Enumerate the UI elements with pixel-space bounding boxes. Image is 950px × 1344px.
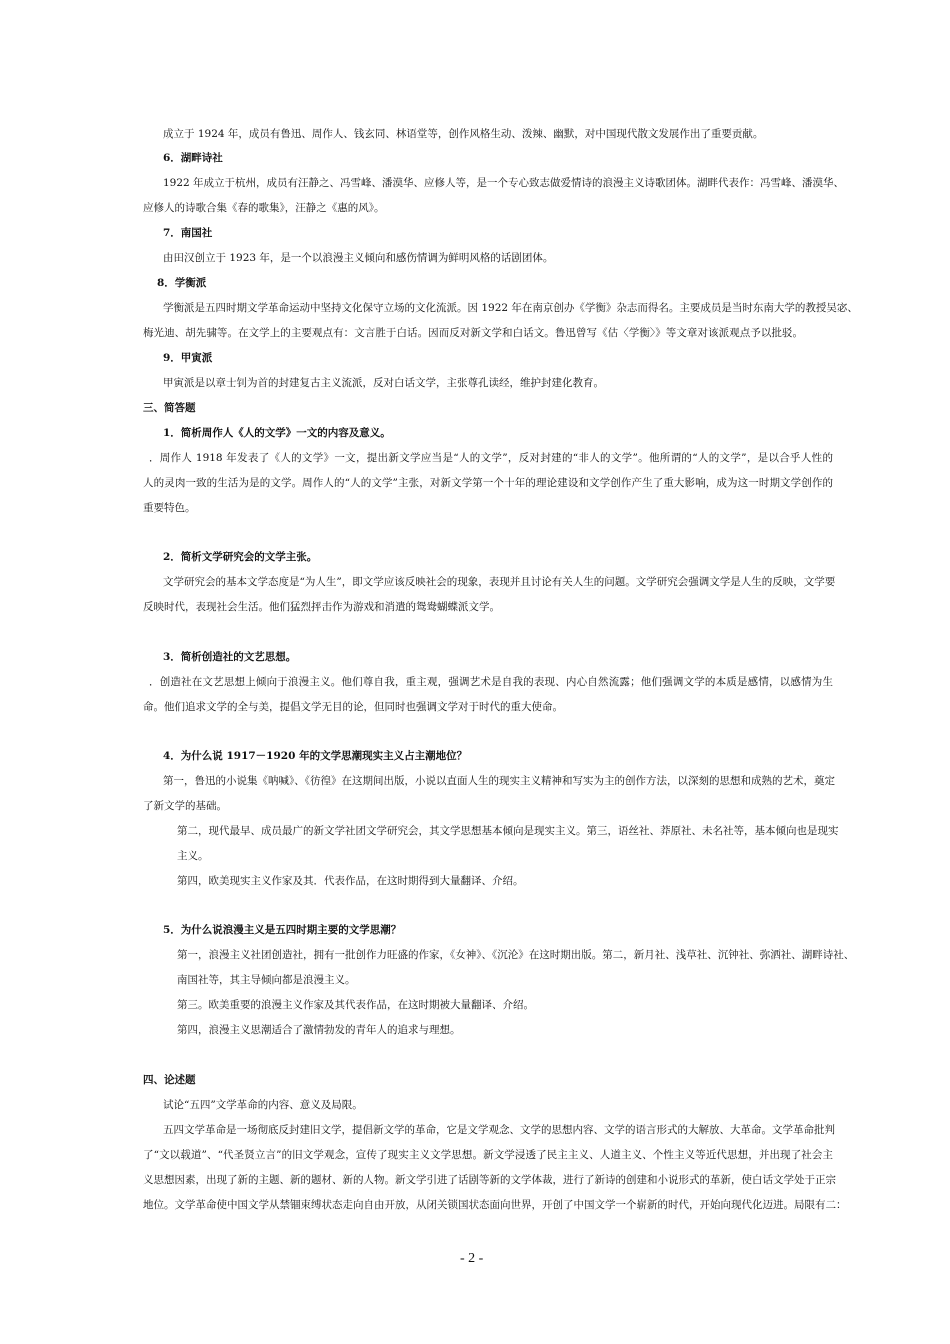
item-heading: 9．甲寅派 [163, 352, 213, 364]
paragraph-line: 南国社等，其主导倾向都是浪漫主义。 [177, 974, 356, 986]
section-heading: 四、论述题 [143, 1074, 196, 1086]
question-heading: 1．简析周作人《人的文学》一文的内容及意义。 [163, 427, 391, 439]
paragraph-line: 由田汉创立于 1923 年，是一个以浪漫主义倾向和感伤情调为鲜明风格的话剧团体。 [163, 252, 554, 264]
paragraph-line: 第四，浪漫主义思潮适合了激情勃发的青年人的追求与理想。 [177, 1024, 461, 1036]
paragraph-line: 第一，浪漫主义社团创造社，拥有一批创作力旺盛的作家，《女神》、《沉沦》在这时期出版。第二，新月社、浅草社、沉钟社、弥洒社、湖畔诗社、 [177, 949, 855, 961]
paragraph-line: 反映时代，表现社会生活。他们猛烈抨击作为游戏和消遣的鸳鸯蝴蝶派文学。 [143, 601, 500, 613]
paragraph-line: 主义。 [177, 850, 209, 862]
section-heading: 三、简答题 [143, 402, 196, 414]
paragraph-line: 了“文以载道”、“代圣贤立言”的旧文学观念，宣传了现实主义文学思想。新文学浸透了民主主义、人道主义、个性主义等近代思想，并出现了社会主 [143, 1149, 833, 1161]
paragraph-line: 第四，欧美现实主义作家及其．代表作品，在这时期得到大量翻译、介绍。 [177, 875, 524, 887]
paragraph-line: 梅光迪、胡先骕等。在文学上的主要观点有：文言胜于白话。因而反对新文学和白话文。鲁迅曾写《估〈学衡〉》等文章对该派观点予以批驳。 [143, 327, 803, 339]
paragraph-line: 第三。欧美重要的浪漫主义作家及其代表作品，在这时期被大量翻译、介绍。 [177, 999, 534, 1011]
paragraph-line: 应修人的诗歌合集《春的歌集》，汪静之《惠的风》。 [143, 202, 385, 214]
paragraph-line: 1922 年成立于杭州，成员有汪静之、冯雪峰、潘漠华、应修人等，是一个专心致志做爱情诗的浪漫主义诗歌团体。湖畔代表作：冯雪峰、潘漠华、 [163, 177, 845, 189]
paragraph-line: 五四文学革命是一场彻底反封建旧文学，提倡新文学的革命，它是文学观念、文学的思想内容、文学的语言形式的大解放、大革命。文学革命批判 [163, 1124, 835, 1136]
paragraph-line: 人的灵肉一致的生活为是的文学。周作人的“人的文学”主张，对新文学第一个十年的理论建设和文学创作产生了重大影响，成为这一时期文学创作的 [143, 477, 833, 489]
paragraph-line: 命。他们追求文学的全与美，提倡文学无目的论，但同时也强调文学对于时代的重大使命。 [143, 701, 563, 713]
question-heading: 试论“五四”文学革命的内容、意义及局限。 [163, 1099, 363, 1111]
paragraph-line: 了新文学的基础。 [143, 800, 227, 812]
paragraph-line: 文学研究会的基本文学态度是“为人生”，即文学应该反映社会的现象，表现并且讨论有关人生的问题。文学研究会强调文学是人生的反映，文学要 [163, 576, 836, 588]
paragraph-line: 成立于 1924 年，成员有鲁迅、周作人、钱玄同、林语堂等，创作风格生动、泼辣、幽默，对中国现代散文发展作出了重要贡献。 [163, 128, 764, 140]
question-heading: 2．简析文学研究会的文学主张。 [163, 551, 318, 563]
question-heading: 5．为什么说浪漫主义是五四时期主要的文学思潮？ [163, 924, 402, 936]
paragraph-line: 重要特色。 [143, 502, 196, 514]
item-heading: 6．湖畔诗社 [163, 152, 223, 164]
paragraph-line: 第二，现代最早、成员最广的新文学社团文学研究会，其文学思想基本倾向是现实主义。第三，语丝社、莽原社、未名社等，基本倾向也是现实 [177, 825, 839, 837]
question-heading: 3．简析创造社的文艺思想。 [163, 651, 297, 663]
paragraph-line: 义思想因素，出现了新的主题、新的题材、新的人物。新文学引进了话剧等新的文学体裁，进行了新诗的创建和小说形式的革新，使白话文学处于正宗 [143, 1174, 836, 1186]
item-heading: 8．学衡派 [157, 277, 207, 289]
item-heading: 7．南国社 [163, 227, 213, 239]
paragraph-line: ．创造社在文艺思想上倾向于浪漫主义。他们尊自我，重主观，强调艺术是自我的表现、内心自然流露；他们强调文学的本质是感情，以感情为生 [149, 676, 833, 688]
paragraph-line: ．周作人 1918 年发表了《人的文学》一文，提出新文学应当是“人的文学”，反对封建的“非人的文学”。他所谓的“人的文学”，是以合乎人性的 [149, 452, 833, 464]
page-number: - 2 - [460, 1251, 484, 1266]
paragraph-line: 地位。文学革命使中国文学从禁锢束缚状态走向自由开放，从闭关锁国状态面向世界，开创了中国文学一个崭新的时代，开始向现代化迈进。局限有二： [143, 1199, 847, 1211]
paragraph-line: 学衡派是五四时期文学革命运动中坚持文化保守立场的文化流派。因 1922 年在南京创办《学衡》杂志而得名。主要成员是当时东南大学的教授吴宓、 [163, 302, 858, 314]
question-heading: 4．为什么说 1917－1920 年的文学思潮现实主义占主潮地位？ [163, 750, 468, 762]
paragraph-line: 第一，鲁迅的小说集《呐喊》、《彷徨》在这期间出版，小说以直面人生的现实主义精神和写实为主的创作方法，以深刻的思想和成熟的艺术，奠定 [163, 775, 835, 787]
paragraph-line: 甲寅派是以章士钊为首的封建复古主义流派，反对白话文学，主张尊孔读经，维护封建化教育。 [163, 377, 604, 389]
